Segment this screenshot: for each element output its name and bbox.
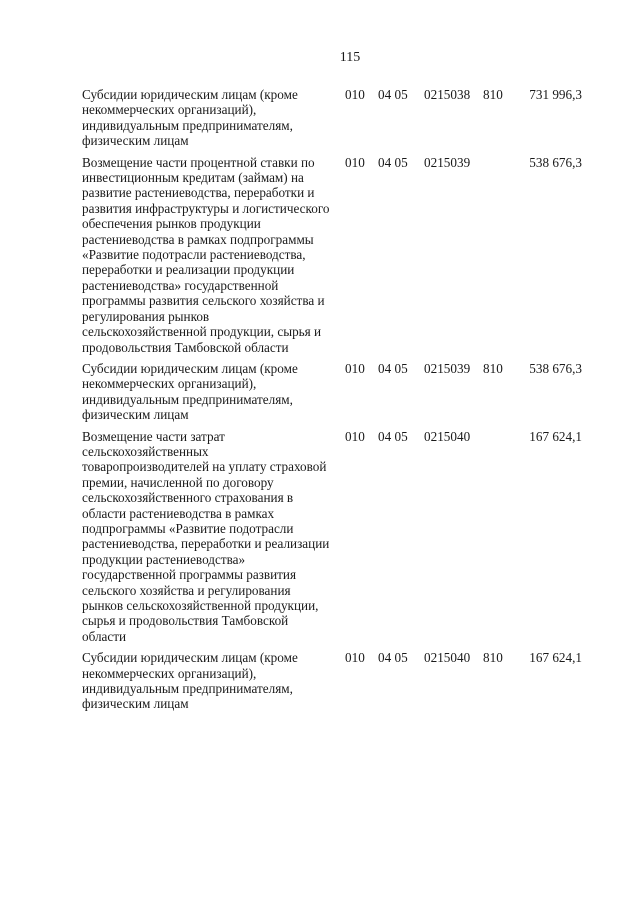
row-section-code: 04 05 [378, 650, 408, 666]
row-description: Субсидии юридическим лицам (кроме некоммерческих организаций), индивидуальным предпринимателям, физическим лицам [82, 87, 298, 149]
page-number: 115 [339, 50, 361, 65]
table-row [0, 429, 640, 645]
row-expense-type-code: 810 [483, 360, 503, 376]
table-row [0, 155, 640, 355]
row-target-article-code: 0215040 [424, 428, 471, 444]
row-description: Возмещение части затрат сельскохозяйственных товаропроизводителей на уплату страховой премии, начисленной по договору сельскохозяйственного страхования в области растениеводства в рамках подпрограммы «Развитие подотрасли растениеводства, переработки и реализации продукции растениеводства» государственной программы развития сельского хозяйства и регулирования рынков сельскохозяйственной продукции, сырья и продовольствия Тамбовской области [82, 428, 330, 644]
row-ved-code: 010 [345, 360, 365, 376]
row-target-article-code: 0215040 [424, 650, 471, 666]
row-section-code: 04 05 [378, 428, 408, 444]
row-sum: 167 624,1 [529, 650, 582, 666]
row-section-code: 04 05 [378, 360, 408, 376]
row-target-article-code: 0215038 [424, 87, 471, 102]
row-target-article-code: 0215039 [424, 360, 471, 376]
table-row [0, 650, 640, 712]
row-section-code: 04 05 [378, 87, 408, 102]
row-description: Субсидии юридическим лицам (кроме некоммерческих организаций), индивидуальным предпринимателям, физическим лицам [82, 650, 298, 712]
table-row [0, 87, 640, 149]
row-sum: 538 676,3 [529, 154, 582, 170]
row-sum: 167 624,1 [529, 428, 582, 444]
row-ved-code: 010 [345, 154, 365, 170]
table-row [0, 361, 640, 423]
row-ved-code: 010 [345, 650, 365, 666]
budget-table [0, 87, 640, 718]
row-expense-type-code: 810 [483, 87, 503, 102]
row-description: Возмещение части процентной ставки по инвестиционным кредитам (займам) на развитие растениеводства, переработки и развития инфраструктуры и логистического обеспечения рынков продукции растениеводства в рамках подпрограммы «Развитие подотрасли растениеводства, переработки и реализации продукции растениеводства» государственной программы развития сельского хозяйства и регулирования рынков сельскохозяйственной продукции, сырья и продовольствия Тамбовской области [82, 154, 330, 355]
row-sum: 538 676,3 [529, 360, 582, 376]
row-target-article-code: 0215039 [424, 154, 471, 170]
row-ved-code: 010 [345, 87, 365, 102]
row-description: Субсидии юридическим лицам (кроме некоммерческих организаций), индивидуальным предпринимателям, физическим лицам [82, 360, 298, 423]
row-sum: 731 996,3 [529, 87, 582, 102]
row-section-code: 04 05 [378, 154, 408, 170]
row-expense-type-code: 810 [483, 650, 503, 666]
row-ved-code: 010 [345, 428, 365, 444]
